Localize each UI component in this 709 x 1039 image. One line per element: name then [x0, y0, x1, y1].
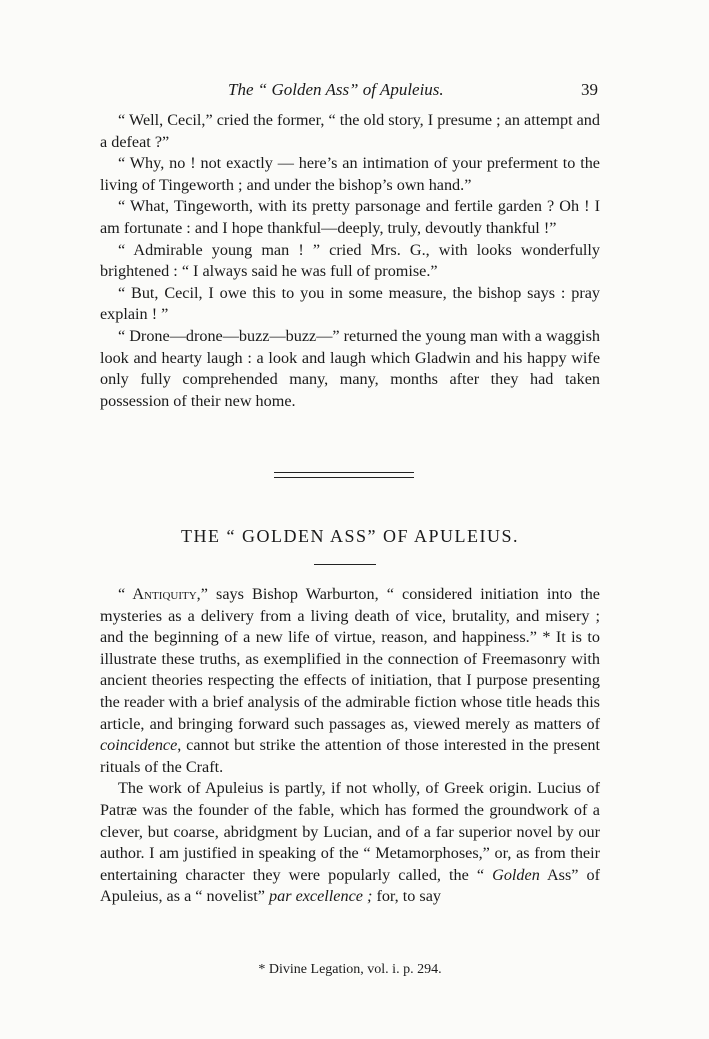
section-divider: [274, 472, 414, 478]
dialogue-paragraph: “ Admirable young man ! ” cried Mrs. G., with looks wonderfully brightened : “ I always said he was full of promise.”: [100, 240, 600, 281]
article-title: THE “ GOLDEN ASS” OF APULEIUS.: [180, 526, 519, 546]
footnote: * Divine Legation, vol. i. p. 294.: [258, 962, 442, 977]
page-header: [190, 80, 598, 104]
article-body: [100, 584, 600, 908]
article-paragraph: “ Antiquity,” says Bishop Warburton, “ considered initiation into the mysteries as a delivery from a living death of vice, brutality, and misery ; and the beginning of a new life of virtue, reason, and happiness.” * It is to illustrate these truths, as exemplified in the connection of Freemasonry with ancient theories respecting the effects of initiation, that I purpose presenting the reader with a brief analysis of the admirable fiction whose title heads this article, and bringing forward such passages as, viewed merely as matters of coincidence, cannot but strike the attention of those interested in the present rituals of the Craft.: [100, 585, 600, 776]
dialogue-paragraph: “ But, Cecil, I owe this to you in some measure, the bishop says : pray explain ! ”: [100, 283, 600, 324]
dialogue-paragraph: “ Well, Cecil,” cried the former, “ the old story, I presume ; an attempt and a defeat ?”: [100, 111, 600, 151]
opening-quote: “ Antiquity,”: [118, 585, 208, 603]
article-paragraph: The work of Apuleius is partly, if not wholly, of Greek origin. Lucius of Patræ was the founder of the fable, which has formed the groundwork of a clever, but coarse, abridgment by Lucian, and of a far superior novel by our author. I am justified in speaking of the “ Metamorphoses,” or, as from their entertaining character they were popularly called, the “ Golden Ass” of Apuleius, as a “ novelist” par excellence ; for, to say: [100, 779, 600, 906]
running-title: The “ Golden Ass” of Apuleius.: [228, 80, 444, 99]
story-conclusion: [100, 110, 600, 412]
dialogue-paragraph: “ Why, no ! not exactly — here’s an intimation of your preferment to the living of Tingeworth ; and under the bishop’s own hand.”: [100, 154, 600, 194]
page-number: 39: [581, 80, 598, 99]
title-underline: [314, 564, 376, 565]
dialogue-paragraph: “ What, Tingeworth, with its pretty parsonage and fertile garden ? Oh ! I am fortunate : and I hope thankful—deeply, truly, devoutly thankful !”: [100, 197, 600, 237]
dialogue-paragraph: “ Drone—drone—buzz—buzz—” returned the young man with a waggish look and hearty laugh : a look and laugh which Gladwin and his happy wife only fully comprehended many, many, months after they had taken possession of their new home.: [100, 326, 600, 410]
